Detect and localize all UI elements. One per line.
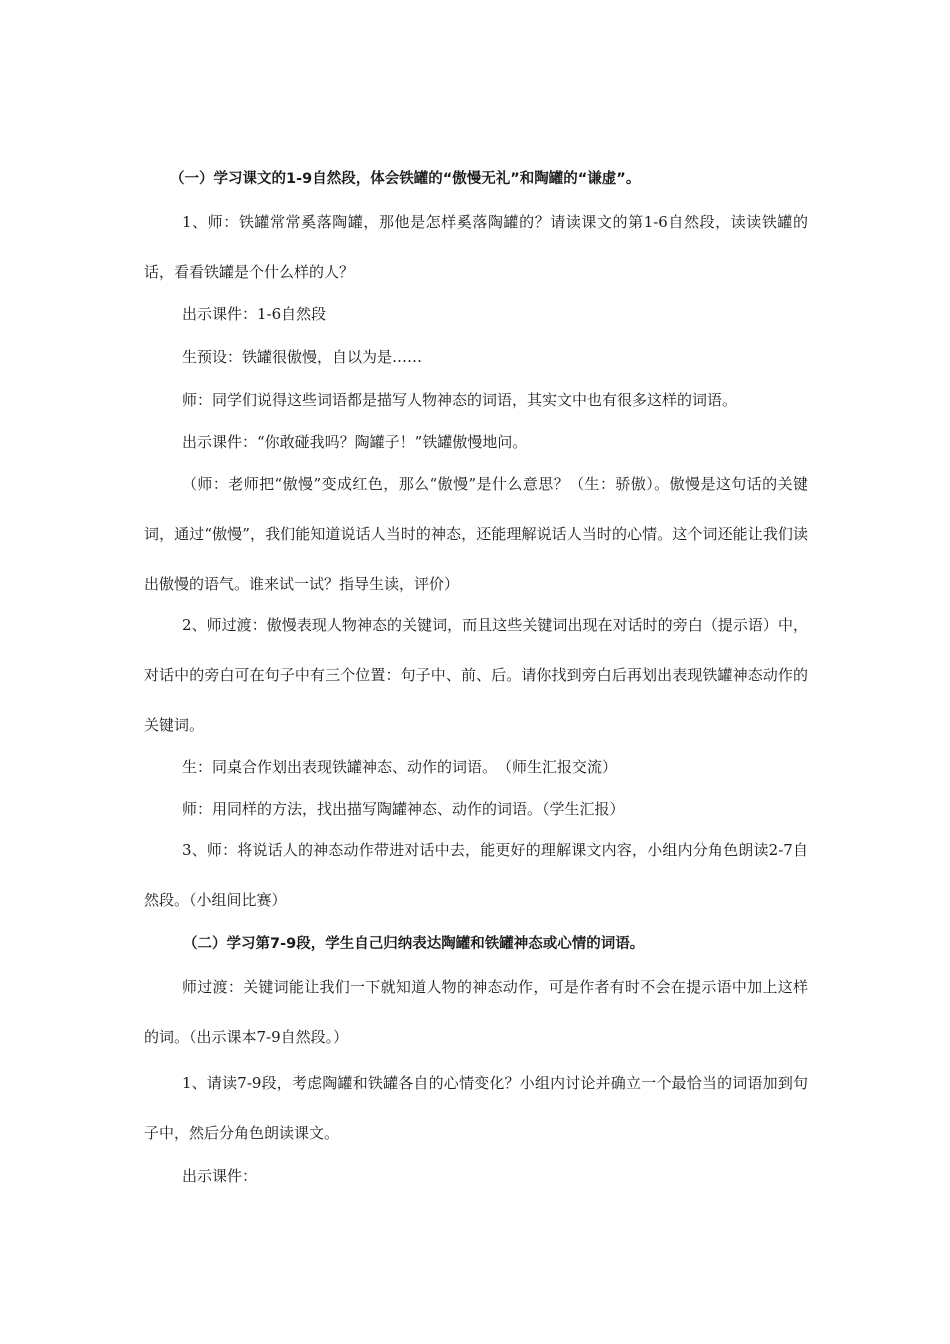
paragraph-6: （师：老师把“傲慢”变成红色，那么“傲慢”是什么意思？（生：骄傲）。傲慢是这句话的关键词，通过“傲慢”，我们能知道说话人当时的神态，还能理解说话人当时的心情。这个词还能让我们读出傲慢的语气。谁来试一试？指导生读，评价） [144,475,808,593]
paragraph-9: 师：用同样的方法，找出描写陶罐神态、动作的词语。（学生汇报） [182,800,625,818]
paragraph-1: 1、师：铁罐常常奚落陶罐，那他是怎样奚落陶罐的？请读课文的第1-6自然段，读读铁罐的话，看看铁罐是个什么样的人？ [144,213,808,281]
paragraph-3: 生预设：铁罐很傲慢，自以为是…… [182,348,423,366]
paragraph-7: 2、师过渡：傲慢表现人物神态的关键词，而且这些关键词出现在对话时的旁白（提示语）中，对话中的旁白可在句子中有三个位置：句子中、前、后。请你找到旁白后再划出表现铁罐神态动作的关键词。 [144,616,808,734]
paragraph-12: 1、请读7-9段，考虑陶罐和铁罐各自的心情变化？小组内讨论并确立一个最恰当的词语加到句子中，然后分角色朗读课文。 [144,1074,808,1142]
section-heading-2: （二）学习第7-9段，学生自己归纳表达陶罐和铁罐神态或心情的词语。 [183,936,645,952]
paragraph-4: 师：同学们说得这些词语都是描写人物神态的词语，其实文中也有很多这样的词语。 [182,391,738,409]
paragraph-2: 出示课件：1-6自然段 [182,305,327,323]
paragraph-11: 师过渡：关键词能让我们一下就知道人物的神态动作，可是作者有时不会在提示语中加上这样的词。（出示课本7-9自然段。） [144,978,808,1046]
paragraph-10: 3、师：将说话人的神态动作带进对话中去，能更好的理解课文内容，小组内分角色朗读2-7自然段。（小组间比赛） [144,841,808,909]
paragraph-8: 生：同桌合作划出表现铁罐神态、动作的词语。 （师生汇报交流） [182,758,618,776]
paragraph-5: 出示课件：“你敢碰我吗？陶罐子！”铁罐傲慢地问。 [182,433,528,451]
section-heading-1: （一）学习课文的1-9自然段，体会铁罐的“傲慢无礼”和陶罐的“谦虚”。 [170,171,641,187]
paragraph-13: 出示课件： [182,1167,258,1185]
